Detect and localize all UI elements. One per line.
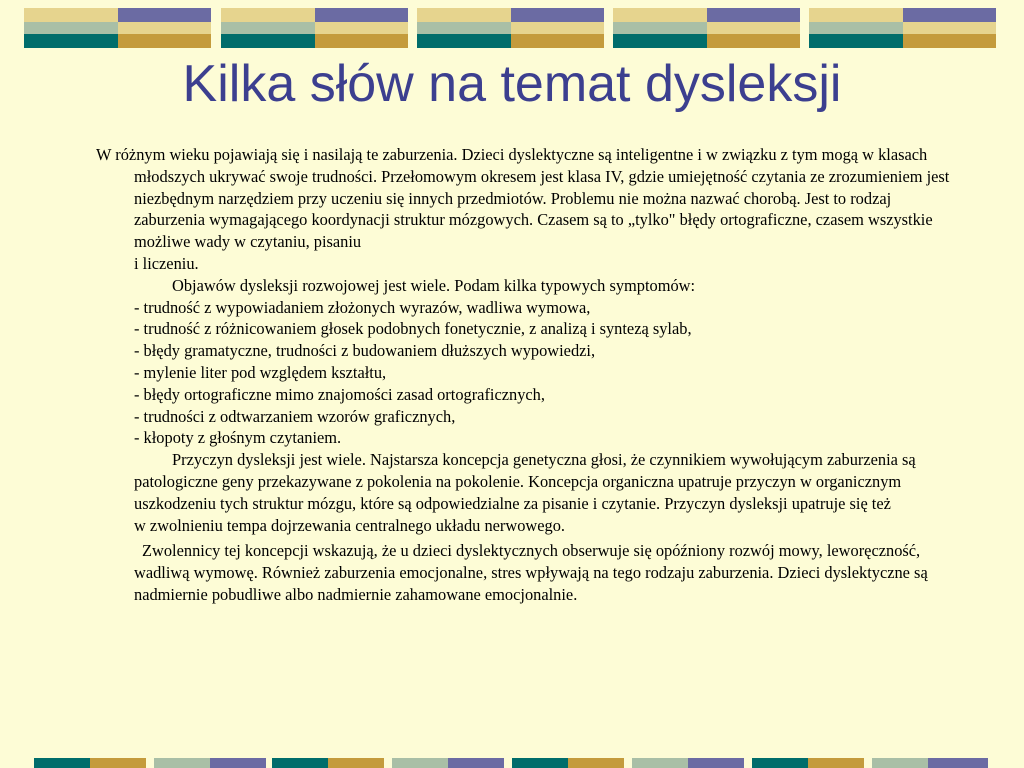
- top-deco-tile: [613, 8, 800, 48]
- deco-stripe: [118, 22, 211, 34]
- deco-stripe: [417, 34, 511, 48]
- bottom-deco-segment: [210, 758, 266, 768]
- top-deco-tile: [809, 8, 996, 48]
- deco-stripe: [707, 22, 800, 34]
- bottom-deco-segment: [34, 758, 90, 768]
- causes-paragraph: Przyczyn dysleksji jest wiele. Najstarsza koncepcja genetyczna głosi, że czynnikiem wywołującym zaburzenia są patologiczne geny przekazywane z pokolenia na pokolenie. Koncepcja organiczna upatruje przyczyn w organicznym uszkodzeniu tych struktur mózgu, które są odpowiedzialne za pisanie i czytanie. Przyczyn dysleksji upatruje się też: [134, 450, 916, 513]
- bottom-deco-segment: [688, 758, 744, 768]
- deco-stripe: [613, 22, 707, 34]
- bottom-deco-segment: [512, 758, 568, 768]
- deco-stripe: [315, 22, 408, 34]
- symptom-item: - trudności z odtwarzaniem wzorów graficznych,: [134, 406, 456, 426]
- deco-stripe: [417, 22, 511, 34]
- deco-stripe: [511, 34, 604, 48]
- symptoms-intro: Objawów dysleksji rozwojowej jest wiele. Podam kilka typowych symptomów:: [172, 275, 696, 295]
- symptom-item: - błędy gramatyczne, trudności z budowaniem dłuższych wypowiedzi,: [134, 341, 596, 361]
- deco-stripe: [417, 8, 511, 22]
- deco-stripe: [809, 22, 903, 34]
- symptom-item: - kłopoty z głośnym czytaniem.: [134, 428, 342, 448]
- deco-stripe: [221, 8, 315, 22]
- deco-stripe: [511, 8, 604, 22]
- bottom-deco-segment: [808, 758, 864, 768]
- deco-stripe: [24, 34, 118, 48]
- supporters-paragraph: Zwolennicy tej koncepcji wskazują, że u dzieci dyslektycznych obserwuje się opóźniony rozwój mowy, leworęczność, wadliwą wymowę. Również zaburzenia emocjonalne, stres wpływają na tego rodzaju zaburzenia. Dzieci dyslektyczne są nadmiernie pobudliwe albo nadmiernie zahamowane emocjonalnie.: [134, 541, 928, 604]
- bottom-deco-segment: [154, 758, 210, 768]
- slide-body: [96, 144, 956, 606]
- deco-stripe: [315, 8, 408, 22]
- deco-stripe: [707, 8, 800, 22]
- bottom-deco-segment: [872, 758, 928, 768]
- bottom-deco-segment: [928, 758, 988, 768]
- deco-stripe: [903, 34, 996, 48]
- bottom-deco-segment: [90, 758, 146, 768]
- bottom-decorative-band: [0, 758, 1024, 768]
- bottom-deco-segment: [392, 758, 448, 768]
- intro-paragraph-continuation: i liczeniu.: [134, 253, 199, 273]
- deco-stripe: [613, 8, 707, 22]
- top-decorative-band: [0, 8, 1024, 48]
- symptom-item: - trudność z wypowiadaniem złożonych wyrazów, wadliwa wymowa,: [134, 297, 591, 317]
- top-deco-tile: [24, 8, 211, 48]
- symptom-item: - mylenie liter pod względem kształtu,: [134, 362, 387, 382]
- deco-stripe: [511, 22, 604, 34]
- slide-title: Kilka słów na temat dysleksji: [182, 55, 842, 113]
- bottom-deco-segment: [272, 758, 328, 768]
- deco-stripe: [24, 8, 118, 22]
- bottom-deco-segment: [568, 758, 624, 768]
- bottom-deco-segment: [328, 758, 384, 768]
- deco-stripe: [809, 34, 903, 48]
- deco-stripe: [221, 22, 315, 34]
- deco-stripe: [221, 34, 315, 48]
- bottom-deco-segment: [448, 758, 504, 768]
- causes-paragraph-continuation: w zwolnieniu tempa dojrzewania centralnego układu nerwowego.: [134, 515, 566, 535]
- deco-stripe: [903, 8, 996, 22]
- deco-stripe: [809, 8, 903, 22]
- deco-stripe: [707, 34, 800, 48]
- deco-stripe: [24, 22, 118, 34]
- deco-stripe: [118, 34, 211, 48]
- top-deco-tile: [221, 8, 408, 48]
- deco-stripe: [118, 8, 211, 22]
- symptom-item: - trudność z różnicowaniem głosek podobnych fonetycznie, z analizą i syntezą sylab,: [134, 319, 692, 339]
- deco-stripe: [315, 34, 408, 48]
- deco-stripe: [613, 34, 707, 48]
- symptom-item: - błędy ortograficzne mimo znajomości zasad ortograficznych,: [134, 384, 545, 404]
- intro-paragraph: W różnym wieku pojawiają się i nasilają te zaburzenia. Dzieci dyslektyczne są inteligentne i w związku z tym mogą w klasach młodszych ukrywać swoje trudności. Przełomowym okresem jest klasa IV, gdzie umiejętność czytania ze zrozumieniem jest niezbędnym narzędziem przy uczeniu się innych przedmiotów. Problemu nie można nazwać chorobą. Jest to rodzaj zaburzenia wymagającego koordynacji struktur mózgowych. Czasem są to „tylko" błędy ortograficzne, czasem wszystkie możliwe wady w czytaniu, pisaniu: [96, 145, 950, 252]
- deco-stripe: [903, 22, 996, 34]
- bottom-deco-segment: [752, 758, 808, 768]
- top-deco-tile: [417, 8, 604, 48]
- bottom-deco-segment: [632, 758, 688, 768]
